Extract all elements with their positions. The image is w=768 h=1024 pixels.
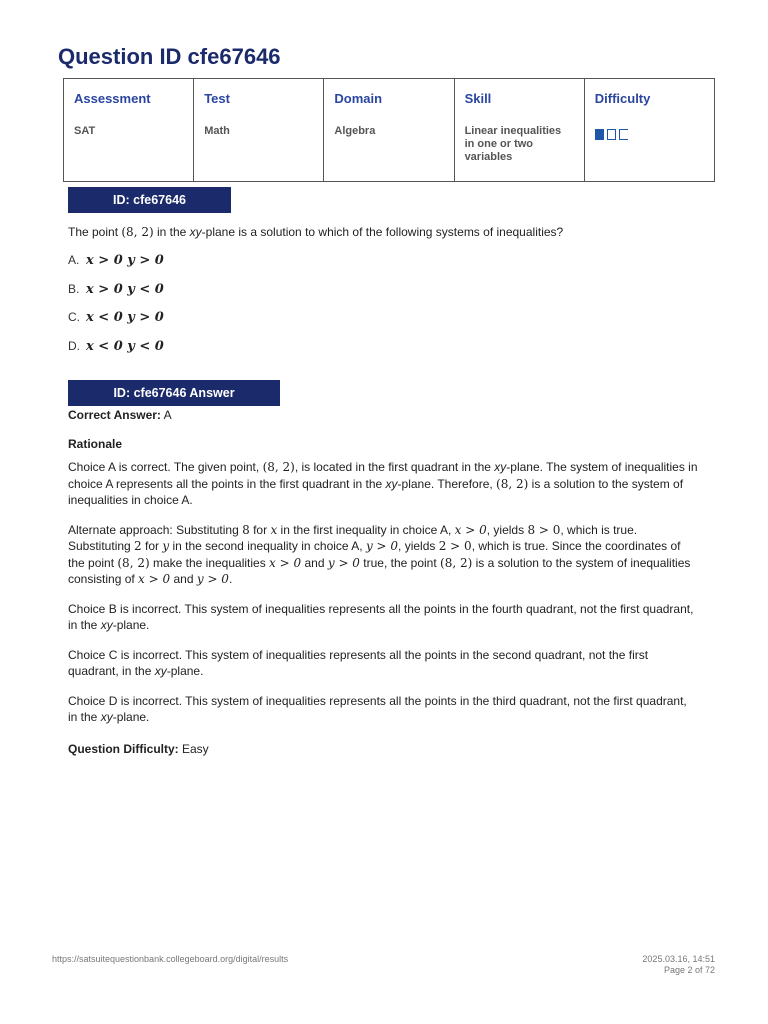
difficulty-meter-icon [595,129,704,140]
question-id-banner: ID: cfe67646 [68,187,231,213]
question-difficulty: Question Difficulty: Easy [68,741,209,756]
meta-cell-skill [454,79,584,182]
answer-choice-c: C. x < 0 y > 0 [68,310,164,325]
meta-cell-domain [324,79,454,182]
answer-choice-b: B. x > 0 y < 0 [68,282,164,297]
meta-header-difficulty: Difficulty [594,91,651,106]
answer-id-banner: ID: cfe67646 Answer [68,380,280,406]
question-stem [68,224,700,241]
meta-value-assessment: SAT [74,125,96,137]
meta-cell-test [194,79,324,182]
footer-date: 2025.03.16, 14:51 [642,954,715,964]
footer-url: https://satsuitequestionbank.collegeboard.org/digital/results [52,954,289,964]
meta-header-test: Test [204,91,230,106]
meta-header-domain: Domain [334,91,383,106]
meta-header-assessment: Assessment [74,91,151,106]
meta-cell-assessment [64,79,194,182]
meta-value-test: Math [204,125,230,137]
difficulty-bar-empty [607,129,616,140]
meta-value-skill: Linear inequalities in one or two variables [464,125,562,163]
question-meta-table [63,78,715,182]
question-text: The point (8, 2) in the xy-plane is a solution to which of the following systems of inequalities? [68,225,564,239]
difficulty-bar-filled [595,129,604,140]
meta-cell-difficulty [584,79,714,182]
rationale-paragraph: Choice D is incorrect. This system of inequalities represents all the points in the third quadrant, not the first quadrant, in the xy-plane. [68,693,687,724]
rationale-paragraph: Choice C is incorrect. This system of inequalities represents all the points in the second quadrant, not the first quadrant, in the xy-plane. [68,647,649,678]
question-title: Question ID cfe67646 [58,44,281,69]
meta-value-domain: Algebra [334,125,376,137]
meta-header-skill: Skill [464,91,492,106]
footer-page: Page 2 of 72 [663,965,715,975]
rationale-paragraph: Choice A is correct. The given point, (8, 2), is located in the first quadrant in the xy-plane. The system of inequalities in choice A represents all the points in the first quadrant in the xy-plane. Therefore, (8, 2) is a solution to the system of inequalities in choice A. [68,460,698,507]
answer-choice-a: A. x > 0 y > 0 [68,253,164,268]
correct-answer: Correct Answer: A [68,408,172,422]
rationale-paragraph: Choice B is incorrect. This system of inequalities represents all the points in the fourth quadrant, not the first quadrant, in the xy-plane. [68,601,694,632]
rationale-paragraph: Alternate approach: Substituting 8 for x in the first inequality in choice A, x > 0, yields 8 > 0, which is true. Substituting 2 for y in the second inequality in choice A, y > 0, yields 2 > 0, which is true. Since the coordinates of the point (8, 2) make the inequalities x > 0 and y > 0 true, the point (8, 2) is a solution to the system of inequalities consisting of x > 0 and y > 0. [68,522,691,586]
answer-section [68,407,698,757]
rationale-heading: Rationale [68,436,123,451]
difficulty-bar-empty [619,129,628,140]
footer-meta [642,954,715,976]
answer-choice-d: D. x < 0 y < 0 [68,339,164,354]
